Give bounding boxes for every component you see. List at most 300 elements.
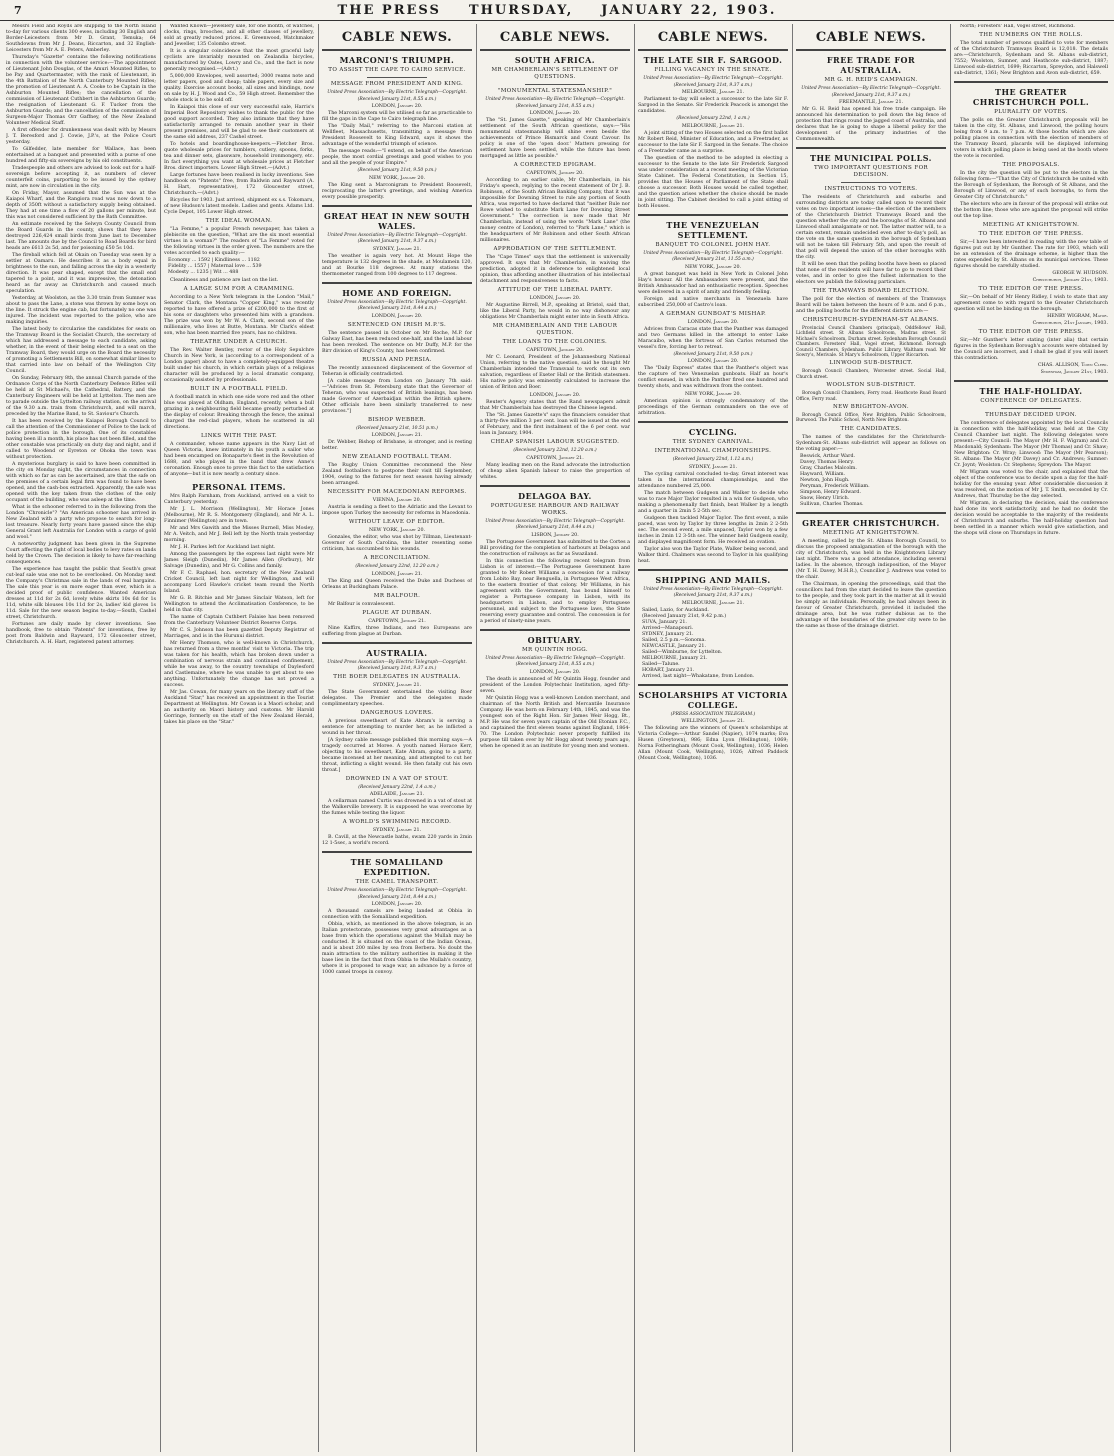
- story-paragraph: Mr G. H. Reid has opened his free trade campaign. He announced his determination to poll down the big fence of protection that rings round the jagged coast of Australia, and declares that he is going to shape a liberal policy for the development of the primary industries of the Commonwealth.: [796, 107, 946, 142]
- story-subtitle: THE PROPOSALS.: [1002, 162, 1060, 168]
- story-title: THE HALF-HOLIDAY.: [979, 386, 1083, 396]
- received-time: (Received January 21st, 9.50 p.m.): [673, 351, 753, 357]
- divider: [638, 421, 788, 423]
- story-subtitle: CONFERENCE OF DELEGATES.: [980, 398, 1082, 404]
- story-paragraph: In this connection the following recent telegram from Lisbon is of interest:—The Portuguese Government have granted to Mr Robert Williams a concession for a railway from Lobito Bay, near Benguella, in Portuguese West Africa, to the eastern frontier of that colony. Mr Williams, in his agreement with the Government, has bound himself to register a Portuguese company in Lisbon, with its headquarters in Lisbon, and to employ Portuguese personnel, and subject to the Portuguese laws, the State reserving every guarantee and control. The concession is for a period of ninety-nine years.: [480, 558, 630, 624]
- column-title: CABLE NEWS.: [815, 30, 927, 45]
- column-cable-news-1: [322, 24, 472, 1452]
- story-subtitle: THE SYDNEY CARNIVAL.: [672, 439, 754, 445]
- wire-credit: United Press Association—By Electric Telegraph—Copyright.: [643, 586, 783, 592]
- story-paragraph: Mr Wigram was voted to the chair, and explained that the object of the conference was to decide upon a day for the half-holiday for the ensuing year. After considerable discussion it was resolved, on the motion of Mr J. T. Smith, seconded by Cr. Andrews, that Thursday be the day selected.: [954, 470, 1108, 499]
- story-subtitle: TWO IMPORTANT QUESTIONS FOR DECISION.: [813, 165, 929, 178]
- letter-signature: CHAS. ALLISON, Town Clerk.: [1037, 363, 1108, 368]
- story-title: THE MUNICIPAL POLLS.: [810, 153, 932, 163]
- story-subtitle: MR BALFOUR.: [373, 592, 421, 599]
- divider: [638, 214, 788, 216]
- advert-paragraph: Bicycles for 1903. Just arrived, shipment ex s.s. Tokomaru, of new Hudson's latest models. Ladies and gents. Adams Ltd. Cycle Depot, 105 Lower High street.: [164, 198, 314, 215]
- story-subtitle: THE CANDIDATES.: [840, 425, 902, 432]
- story-paragraph: A joint sitting of the two Houses selected on the first ballot Mr Robert Reid, Minister of Education, and a Freetrader, as successor to the late Sir F. Sargood in the Senate. The choice of a Freetrader came as a surprise.: [638, 130, 788, 154]
- received-time: (Received January 22nd, 12.20 a.m.): [355, 564, 439, 569]
- divider: [796, 49, 946, 51]
- article-paragraph: According to a New York telegram in the London "Mail," Senator Clark, the Montana "Copper King," was recently reported to have offered a prize of £200,000 to the first of his sons or daughters who presented him with a grandson. The prize was won by Mr W. A. Clark, second son of the millionaire, who lives at Butte, Montana. Mr Clark's eldest son, who has been married five years, has no children.: [164, 295, 314, 336]
- story-paragraph: The King and Queen received the Duke and Duchess of Orleans at Buckingham Palace.: [322, 578, 472, 590]
- divider: [638, 49, 788, 51]
- received-time: (Received January 22nd, 1.12 a.m.): [672, 457, 754, 462]
- story-paragraph: A cellarman named Curtis was drowned in a vat of stout at the Walkerville brewery. It is supposed he was overcome by the fumes while testing the liquor.: [322, 799, 472, 816]
- personal-item: Mr Henry Thomson, who is well-known in Christchurch, has returned from a three months' visit to Victoria. The trip was taken for his health, which has broken down under a combination of nervous strain and continued confinement, while he was away, to the country townships of Daylesford and Castlemaine, where he was unable to get about to see anything. Unfortunately the change has not proved a success.: [164, 641, 314, 688]
- story-paragraph: The Rugby Union Committee recommend the New Zealand footballers to postpone their visit till September, 1904, owing to the fixtures for next season having already been arranged.: [322, 463, 472, 486]
- column-cable-news-4: [796, 24, 946, 1452]
- dateline: MELBOURNE, January 21.: [681, 123, 745, 129]
- story-paragraph: The recently announced displacement of the Governor of Teheran is officially contradicted.: [322, 365, 472, 377]
- letter-heading: TO THE EDITOR OF THE PRESS.: [978, 329, 1084, 335]
- column-title: CABLE NEWS.: [499, 30, 611, 45]
- story-paragraph: Mr Balfour is convalescent.: [328, 601, 395, 607]
- news-paragraph: Messrs Field and Royds are shipping to the North Island to-day for various clients 300 ewes, including 30 English and Border-Leicesters from Mr D. Grant, Temuka; 64 Southdowns from Mr J. Deans, Riccarton, and 32 English-Leicesters from Mr A. E. Peters, Amberley.: [6, 24, 156, 53]
- story-paragraph: Austria is sending a fleet to the Adriatic and the Levant to impose upon Turkey the necessity for reforms in Macedonia.: [322, 505, 472, 516]
- column-cable-news-2: [480, 24, 630, 1452]
- story-paragraph: Reuter's Agency states that the Rand newspapers admit that Mr Chamberlain has destroyed the Chinese legend.: [480, 400, 630, 411]
- personal-item: Mr J. H. Parkes left for Auckland last night.: [170, 545, 276, 550]
- shipping-entry: Sailed—Talune.: [642, 661, 680, 667]
- candidate-name: Beswick, Arthur Ward.: [800, 453, 856, 459]
- story-paragraph: The "St. James Gazette's" says the financiers consider that a thirty-five million 3 per cent. loan will be issued at the end of February, and the first instalment of the 6 per cent. war loan in January, 1904.: [480, 413, 630, 436]
- story-title: DELAGOA BAY.: [518, 490, 592, 501]
- column-advertisements-miscellany: [164, 24, 314, 1452]
- dateline: CAPETOWN, January 20.: [526, 348, 584, 353]
- candidate-name: Newton, John Hugh.: [800, 477, 850, 483]
- story-paragraph: North; Foresters' Hall, Vogel street, Richmond.: [960, 24, 1075, 29]
- votes-row: Fidelity ... 1557 | Maternal love ... 539: [168, 264, 262, 269]
- candidate-list: [796, 454, 946, 508]
- dateline: LONDON, January 20.: [687, 359, 739, 364]
- story-paragraph: The conference of delegates appointed by the local Councils in connection with the half-holiday, was held at the City Council Chamber last night. The following delegates were present:—City Council: The Mayor (Mr H. F. Wigram) and Cr. Macdonald; Sydenham: The Mayor (Mr Thomas) and Cr. Shaw; New Brighton: Cr. Wray; Linwood: The Mayor (Mr Pearson); St. Albans: The Mayor (Mr Davey) and Cr. Andrews; Sumner: Cr. Joynt; Woolston: Cr. Stephens; Spreydon: The Mayor.: [954, 421, 1108, 468]
- divider: [480, 629, 630, 631]
- dateline: LONDON, January 20.: [529, 111, 581, 116]
- dateline: NEW YORK, January 20.: [684, 264, 742, 270]
- story-subtitle: MR G. H. REID'S CAMPAIGN.: [824, 77, 918, 83]
- story-title: AUSTRALIA.: [366, 647, 428, 658]
- story-subtitle: THE LOANS TO THE COLONIES.: [502, 339, 608, 345]
- story-paragraph: Mr C. Leonard, President of the Johannesburg National Union, referring to the native question, said he thought Mr Chamberlain intended the Transvaal to work out its own salvation, regardless of Exeter Hall or the British statesmen. His native policy was eminently calculated to increase the union of Briton and Boer.: [480, 355, 630, 390]
- divider: [367, 77, 427, 78]
- news-paragraph: On Sunday, February 8th, the annual Church parade of the Ordnance Corps of the North Canterbury Defence Rifles will be held at St Michael's, the Cathedral, Battery, and the Canterbury Engineers will be held at Lyttelton. The men are to parade outside the Lyttelton railway station, on the arrival of the 9.30 a.m. train from Christchurch, and will march, preceded by the Marine Band, to St. Saviour's Church.: [6, 376, 156, 417]
- wire-credit: United Press Association—By Electric Telegraph—Copyright.: [485, 97, 625, 102]
- article-heading: LINKS WITH THE PAST.: [200, 433, 278, 439]
- personal-item: Mr F. C. Raphael, hon. secretary of the New Zealand Cricket Council, left last night for Wellington, and will accompany Lord Hawke's cricket team round the North Island.: [164, 571, 314, 594]
- divider: [796, 147, 946, 149]
- story-paragraph: The death is announced of Mr Quintin Hogg, founder and president of the London Polytechnic Institution, aged fifty-seven.: [480, 676, 630, 694]
- divider: [1001, 408, 1061, 409]
- personal-item: Mr J. L. Morrison (Wellington), Mr Horace Jones (Melbourne), Mr R. S. Montgomery (England), and Mr A. L. Finnimer (Wellington) are in town.: [164, 507, 314, 524]
- votes-list: [164, 258, 314, 276]
- dateline: CAPETOWN, January 21.: [368, 618, 426, 624]
- personal-item: Mr G. B. Ritchie and Mr James Sinclair Watson, left for Wellington to attend the Acclimatisation Conference, to be held in that city.: [164, 596, 314, 613]
- news-paragraph: A mysterious burglary is said to have been committed in the city on Monday night, the circumstances in connection with which so far as can be ascertained, are that the safe on the premises of a certain legal firm was found to have been opened, and the cash-box extracted. Apparently, the safe was opened with the key taken from the clothes of the only occupant of the building, who was asleep at the time.: [6, 462, 156, 503]
- story-paragraph: B. Cavill, at the Newcastle baths, swam 220 yards in 2min 12 1-5sec, a world's record.: [322, 835, 472, 846]
- story-paragraph: The electors who are in favour of the proposal will strike out the bottom line; those who are against the proposal will strike out the top line.: [954, 202, 1108, 219]
- story-subtitle: "MONUMENTAL STATESMANSHIP.": [497, 88, 613, 94]
- received-time: (Received January 21st, 8.55 a.m.): [357, 96, 437, 102]
- story-subtitle: THE BOER DELEGATES IN AUSTRALIA.: [333, 673, 461, 680]
- divider: [322, 642, 472, 644]
- masthead: [0, 0, 1114, 21]
- story-title: GREATER CHRISTCHURCH.: [802, 517, 940, 528]
- letter-heading: TO THE EDITOR OF THE PRESS.: [978, 286, 1084, 292]
- news-paragraph: Tradespeople and others are advised to look out for a half-sovereign before accepting it, as numbers of clever counterfeit coins, purporting to be issued by the sydney mint, are now in circulation in the city.: [6, 166, 156, 189]
- news-paragraph: Fortunes are daily made by clever inventions. See handbook, free to obtain "Patents" for inventions, free by post from Baldwin and Rayward, 172 Gloucester street, Christchurch. A. H. Hart, registered patent attorney.: [6, 622, 156, 645]
- story-subtitle: NECESSITY FOR MACEDONIAN REFORMS.: [327, 489, 467, 495]
- story-paragraph: The weather is again very hot. At Mount Hope the temperature is 132 degrees in the shade, at Moulamein 120, and at Bourke 118 degrees. At many stations the thermometer ranged from 100 degrees to 117 degrees.: [322, 253, 472, 277]
- story-paragraph: The "Daily Mail," referring to the Marconi station at Wellfleet, Massachusetts, transmitting a message from President Roosevelt to King Edward, says it shows the advantage of the wonderful triumph of science.: [322, 124, 472, 147]
- news-paragraph: The experience has taught the public that South's great cut-leaf sale was one not to be overlooked. On Monday next the Company's Christmas sale in the lands of real bargains. The sale this year is on more eager than ever, which is a decided proof of public confidence. Wanted American dresses at 11d for 2s 6d, lovely white skirts 10s 6d for 1s 11d, white silk blouses 10s 11d for 2s, ladies' kid gloves 1s 11d. Sale for the new season begins to-day.—South, Cashel street, Christchurch.: [6, 567, 156, 620]
- received-time: (Received January 22nd, 12.20 a.m.): [513, 448, 597, 453]
- received-time: (Received January 21st, 9.37 a.m.): [357, 239, 437, 244]
- story-paragraph: Nine Kaffirs, three Indians, and two Europeans are suffering from plague at Durban.: [322, 625, 472, 637]
- story-paragraph: The polls on the Greater Christchurch proposals will be taken in the city, St. Albans, and Linwood, the polling hours being from 9 a.m. to 7 p.m. At those booths which are also polling places in connection with the election of members of the Tramway Board, placards will be displayed informing voters in which polling place is being used at the booth where the vote is recorded.: [954, 118, 1108, 159]
- received-time: (Received January 21st, 8.55 a.m.): [515, 662, 595, 667]
- story-paragraph: Taylor also won the Taylor Plate, Walker being second, and Walker third. Chalmers was second to Taylor in his qualifying heat.: [638, 546, 788, 564]
- wire-credit: (PRESS ASSOCIATION TELEGRAM.): [670, 711, 756, 717]
- story-paragraph: The message reads:—"I extend, on behalf of the American people, the most cordial greetings and good wishes to you and all the people of your Empire.": [322, 149, 472, 166]
- wire-credit: United Press Association—By Electric Telegraph—Copyright.: [485, 655, 625, 661]
- masthead-day: THURSDAY,: [468, 2, 574, 18]
- shipping-list: [638, 608, 788, 680]
- news-paragraph: An estimate received by the Selwyn County Council from the Board Guards in the county, shows that they have destroyed 226,424 small birds from June last to December last. The amounts due by the Council to Road Boards for bird heads are £613 2s 5d, and for poisoning £50 5s 10d.: [6, 222, 156, 251]
- story-paragraph: The following are the winners of Queen's scholarships at Victoria College:—Arthur Sandel (Napier), 1074 marks; Eva Husen (Greytown), 986; Edna Lyon (Wellington), 1069; Norna Fotheringham (Mount Cook, Wellington), 1036; Helen Allan (Mount Cook, Wellington), 1026; Alfred Paddock (Mount Cook, Wellington), 1036.: [638, 726, 788, 761]
- personal-item: Mrs Ralph Farnham, from Auckland, arrived on a visit to Canterbury yesterday.: [164, 494, 314, 505]
- polling-booths: Borough Council Office, New Brighton. Public Schoolroom, Burwood. The Public School, North New Brighton.: [796, 413, 946, 424]
- news-paragraph: What is the schooner referred to in the following from the London "Chronicle"? "An American schooner has arrived in New Zealand with a party who propose to search for long-lost treasure. Nearly forty years have passed since the ship General Grant left Australia for London with a cargo of gold and wool.": [6, 505, 156, 540]
- story-paragraph: The residents of Christchurch and suburbs and surrounding districts are today called upon to record their votes on two important issues—the election of the members of the Christchurch District Tramways Board and the question whether the city and the boroughs of St. Albans and Linwood shall amalgamate or not. The latter matter will, to a certain extent, remain undecided even after to-day's poll, as the vote on the same question in the borough of Sydenham will not be taken till February 5th, and upon the result of that poll will depend the union of the other boroughs with the city.: [796, 195, 946, 260]
- story-paragraph: Advices from Caracas state that the Panther was damaged and two Germans killed in the attempt to enter Lake Maracaibo, when the fortress of San Carlos returned the vessel's fire, forcing her to retreat.: [638, 326, 788, 350]
- story-subtitle: THE CAMEL TRANSPORT.: [355, 879, 439, 885]
- shipping-entry: Sailed, Lazio, for Auckland.: [642, 607, 709, 613]
- article-heading: A LARGE SUM FOR A CRAMMING.: [183, 286, 295, 292]
- story-subtitle: WOOLSTON SUB-DISTRICT.: [826, 382, 916, 389]
- article-paragraph: A football match in which one side wore red and the other blue was played at Oldham, England, recently, when a bull grazing in a neighbouring field became greatly perturbed at the display of colour. Breaking through the fence, the animal charged the red-clad players, whom he scattered in all directions.: [164, 395, 314, 430]
- dateline: LONDON, January 21.: [371, 433, 423, 438]
- story-subtitle: PLAGUE AT DURBAN.: [362, 609, 432, 616]
- news-paragraph: On Friday, Mayor, assumed that the Sun was at the Kaiapoi Wharf, and the Rangiora road was now down to a depth of 350ft without a satisfactory supply being obtained. They had at one time a flow of 20 gallons per minute, but this was not considered sufficient by the Bath Committee.: [6, 191, 156, 220]
- column-cable-news-3: [638, 24, 788, 1452]
- story-title: SCHOLARSHIPS AT VICTORIA COLLEGE.: [638, 689, 788, 710]
- story-subtitle: THE NUMBERS ON THE ROLLS.: [979, 32, 1083, 38]
- wire-credit: United Press Association—By Electric Telegraph—Copyright.: [327, 232, 467, 238]
- story-paragraph: A thousand camels are being landed at Obbia in connection with the Somaliland expedition.: [322, 909, 472, 920]
- story-paragraph: The State Government entertained the visiting Boer delegates. The Premier and the delegates made complimentary speeches.: [322, 689, 472, 707]
- advert-paragraph: Wanted Known—Jewellery sale, for one month, of watches, clocks, rings, brooches, and all other classes of jewellery, sold at greatly reduced prices. E. Greenwood, Watchmaker and Jeweller, 135 Colombo street.: [164, 24, 314, 47]
- story-subtitle: CHEAP SPANISH LABOUR SUGGESTED.: [490, 439, 620, 445]
- story-paragraph: According to an earlier cable, Mr Chamberlain, in his Friday's speech, replying to the recent statement of Dr J. B. Robinson, of the South African Banking Company, that it was impossible for Downing Street to rule any portion of South Africa, was reported to have declared that "neither Rule nor Rowe wished to substitute Mark Lane for Downing Street Government." The correction is now made that Mr Chamberlain, instead of using the words "Mark Lane" (the money centre of London), referred to "Park Lane," which is the headquarters of Mr Robinson and other South African millionaires.: [480, 178, 630, 243]
- received-time: (Received January 21st, 9.37 a.m.): [831, 92, 911, 98]
- candidate-name: Snow, Henry Ulrich.: [800, 495, 850, 501]
- received-time: (Received January 21st, 9.37 a.m.): [673, 593, 753, 598]
- news-paragraph: The fireball which fell at Okain on Tuesday was seen by a settler at Oamaru. He describes it as a body equal in brightness to the sun, and falling across the sky in a westerly direction. It was pear shaped, except that the small end tapered to a point, and it was impressive, the detonation heard as far away as Christchurch and caused much speculation.: [6, 253, 156, 294]
- page-number: 7: [14, 3, 22, 17]
- story-subtitle: PLURALITY OF VOTES.: [994, 109, 1068, 115]
- story-paragraph: In the city the question will be put to the electors in the following form:—"That the City of Christchurch be united with the Borough of Sydenham, the Borough of St Albans, and the Borough of Linwood, or any of such boroughs, to form the Greater City of Christchurch.": [954, 171, 1108, 200]
- polling-booths: Borough Council Chambers, Ferry road. Heathcote Road Board Office, Ferry road.: [796, 391, 946, 402]
- story-subtitle: A GERMAN GUNBOAT'S MISHAP.: [659, 310, 767, 317]
- letter-paragraph: Sir,—On behalf of Mr Henry Ridley, I wish to state that any agreement come to with regard to the Greater Christchurch question will not be binding on the borough.: [954, 295, 1108, 312]
- story-subtitle: TO ASSIST THE CAPE TO CAIRO SERVICE.: [328, 67, 466, 73]
- column-municipal: [954, 24, 1108, 1452]
- masthead-title: THE PRESS: [337, 2, 441, 18]
- candidate-name: Davey, Thomas Henry.: [800, 459, 854, 465]
- divider: [525, 84, 585, 85]
- story-subtitle: RUSSIA AND PERSIA.: [362, 356, 432, 363]
- divider: [638, 684, 788, 686]
- story-subtitle: WITHOUT LEAVE OF EDITOR.: [348, 519, 446, 525]
- dateline: CAPETOWN, January 20.: [526, 171, 584, 176]
- received-time: (Received January 21st, 9.37 a.m.): [357, 666, 437, 671]
- dateline: SYDNEY, January 21.: [372, 828, 422, 833]
- story-title: THE LATE SIR F. SARGOOD.: [643, 55, 783, 65]
- divider: [954, 81, 1108, 83]
- shipping-entry: Sailed, 2.5 p.m.—Sonoma.: [642, 637, 706, 643]
- divider: [322, 205, 472, 207]
- article-heading: THEATRE UNDER A CHURCH.: [190, 339, 288, 345]
- news-paragraph: It has been received by the Kaiapoi Borough Council to call the attention of the Commissioner of Police to the lack of police protection in the borough. One of its constables having been ill a month, his place has not been filled, and the other constable was practically on duty day and night, and if called to Woodend or Eyreton or Ohoka the town was without protection.: [6, 419, 156, 460]
- received-time: (Received January 21st, 8.55 a.m.): [515, 103, 595, 109]
- masthead-date: JANUARY 22, 1903.: [601, 2, 777, 18]
- story-title: THE VENEZUELAN SETTLEMENT.: [666, 219, 760, 240]
- personal-item: The name of Captain Cuthbert Falaise has been removed from the Canterbury Volunteer District Reserve Corps.: [164, 615, 314, 626]
- polling-booths: Borough Council Chambers, Worcester street. Social Hall, Church street.: [796, 369, 946, 380]
- shipping-entry: Arrived, last night—Whakatane, from London.: [642, 673, 755, 679]
- story-title: THE SOMALILAND EXPEDITION.: [350, 857, 444, 877]
- story-title: OBITUARY.: [527, 634, 583, 645]
- story-title: GREAT HEAT IN NEW SOUTH WALES.: [323, 210, 470, 231]
- column-rule: [792, 24, 793, 1452]
- story-subtitle: MR QUINTIN HOGG.: [521, 646, 589, 653]
- letter-paragraph: Sir,—Mr Gunther's letter stating (inter alia) that certain figures in the Sydenham Borough's accounts were obtained by the Council are incorrect, and I shall be glad if you will insert this contradiction.: [954, 338, 1108, 361]
- dateline: VIENNA, January 20.: [372, 498, 422, 503]
- story-paragraph: The "Cape Times" says that the settlement is universally approved. It says that Mr Chamberlain, in waiving the prediction, adopted it in deference to enlightened local opinion, thus affording another illustration of his intellectual detachment and responsiveness to facts.: [480, 255, 630, 284]
- story-title: SOUTH AFRICA.: [514, 55, 596, 65]
- wire-credit: United Press Association—By Electric Telegraph—Copyright.: [801, 86, 941, 91]
- personal-item: Mr Jas. Cowan, for many years on the literary staff of the Auckland "Star," has received an appointment in the Tourist Department at Wellington. Mr Cowan is a Maori scholar, and an authority on Maori history and customs. Mr Harold Gorringe, formerly on the staff of the New Zealand Herald, takes his place on the "Star.": [164, 690, 314, 725]
- story-subtitle: APPROBATION OF THE SETTLEMENT.: [493, 246, 617, 252]
- dateline: SYDNEY, January 21.: [688, 464, 738, 470]
- story-title: SHIPPING AND MAILS.: [655, 574, 771, 585]
- story-paragraph: A meeting, called by the St. Albans Borough Council, to discuss the proposed amalgamation of the borough with the city of Christchurch, was held in the Knightstown Library last night. There was a good attendance, including several ladies. In the absence, through indisposition, of the Mayor (Mr T. H. Davey, M.H.R.), Councillor J. Andrews was voted to the chair.: [796, 538, 946, 580]
- story-subtitle: FILLING VACANCY IN THE SENATE.: [654, 67, 772, 73]
- advert-paragraph: In Kaiapoi this close of our very successful sale, Harris's Imperial Boot Repository wishes to thank the public for the good support accorded. They also intimate that they have satisfactorily arranged to remain another year in their present premises, and will be glad to see their customers at the same old address, 237 Cashel street.: [164, 105, 314, 140]
- article-heading: BUILT IN A FOOTBALL FIELD.: [190, 386, 288, 392]
- story-paragraph: The "Daily Express" states that the Panther's object was the capture of two Venezuelan gunboats. Half an hour's conflict ensued, in which the Panther fired one hundred and twenty shots, and was withdrawn from the contest.: [638, 366, 788, 389]
- shipping-entry: SUVA, January 21.: [642, 619, 687, 625]
- dateline: NEW YORK, January 20.: [684, 392, 742, 397]
- dateline: SYDNEY, January 21.: [372, 682, 422, 688]
- section-heading: PERSONAL ITEMS.: [192, 482, 286, 492]
- advert-paragraph: Large fortunes have been realised in lucky inventions. See handbook on "Patents" free, from Baldwin and Rayward (A. H. Hart, representative), 172 Gloucester street, Christchurch.—(Advt.): [164, 173, 314, 196]
- shipping-entry: NEWCASTLE, January 21.: [642, 643, 706, 649]
- shipping-entry: Arrived—Manapouri.: [642, 625, 694, 631]
- received-time: (Received January 22nd, 1.4 a.m.): [358, 784, 436, 790]
- story-paragraph: Mr Quintin Hogg was a well-known London merchant, and chairman of the North British and Mercantile Insurance Company. He was born on February 14th, 1845, and was the youngest son of the Right Hon. Sir James Weir Hogg, Bt., M.P. He was for seven years captain of the Old Etonian F.C., and captained the first eleven teams against England, 1864-70. The London Polytechnic never properly fulfilled its purpose till taken over by Mr Hogg about twenty years ago, when he opened it as an institute for young men and women.: [480, 695, 630, 749]
- shipping-entry: MELBOURNE, January 21.: [642, 655, 708, 661]
- story-subtitle: A RECONCILIATION.: [363, 555, 431, 561]
- article-paragraph: Cleanliness and patience are last on the list.: [170, 278, 279, 283]
- dateline: CAPETOWN, January 21.: [526, 455, 584, 461]
- wire-credit: United Press Association—By Electric Telegraph—Copyright.: [327, 888, 467, 893]
- story-paragraph: The poll for the election of members of the Tramways Board will be taken between the hours of 9 a.m. and 6 p.m., and the polling booths for the different districts are:—: [796, 297, 946, 314]
- story-subtitle: DROWNED IN A VAT OF STOUT.: [345, 775, 449, 782]
- letter-signature: HENRY WIGRAM, Mayor.: [1047, 314, 1108, 319]
- candidate-name: Sullivan, Charles Thomas.: [800, 501, 864, 507]
- story-subtitle: CHRISTCHURCH-SYDENHAM-ST ALBANS.: [802, 317, 940, 323]
- dateline: MELBOURNE, January 21.: [681, 600, 745, 606]
- story-subtitle: MEETING AT KNIGHTSTOWN.: [982, 222, 1080, 228]
- news-paragraph: The latest body to circularise the candidates for seats on the Tramway Board is the Socialist Church, the secretary of which has addressed a message to each candidate, asking whether, in the event of their being elected to a seat on the Tramway Board, they would urge on the Board the necessity of promoting a Settlements Bill, on somewhat similar lines to that carried into law on behalf of the Wellington City Council.: [6, 327, 156, 374]
- news-paragraph: A noteworthy judgment has been given in the Supreme Court affecting the right of local bodies to levy rates on lands held by the Crown. The decision is likely to have far-reaching consequences.: [6, 542, 156, 565]
- dateline: NEW YORK, January 20.: [368, 528, 426, 533]
- divider: [841, 182, 901, 183]
- column-rule: [160, 24, 161, 1452]
- letter-location: Christchurch, January 21st, 1903.: [1032, 278, 1108, 283]
- story-subtitle: NEW BRIGHTON-AVON.: [832, 404, 910, 411]
- dateline: WELLINGTON, January 21.: [681, 719, 745, 724]
- column-title: CABLE NEWS.: [657, 30, 769, 45]
- advert-paragraph: It is a singular coincidence that the most graceful lady cyclists are invariably mounted on Zealandia bicycles, manufactured by Oates, Lowry and Co., and the fact is now generally recognised.—(Advt.): [164, 49, 314, 72]
- column-rule: [634, 24, 635, 1452]
- received-time: (Received January 21st, 8.44 a.m.): [515, 525, 595, 530]
- article-paragraph: The Rev. Walter Bentley, rector of the Holy Sepulchre Church in New York, is (according to a correspondent of a London paper) about to have a completely-equipped theatre built under his church, in which certain plays of a religious character will be produced by a local dramatic company, occasionally assisted by professionals.: [164, 348, 314, 383]
- news-paragraph: Yesterday, at Woolston, as the 3.30 train from Sumner was about to pass the Lane, a stone was thrown by some boys on the line. It struck the engine cab, but fortunately no one was injured. The incident was reported to the police, who are making inquiries.: [6, 296, 156, 325]
- story-paragraph: Mr Augustine Birrell, M.P., speaking at Bristol, said that, like the Liberal Party, he would in no way dishonour any obligations Mr Chamberlain might enter into in South Africa.: [480, 303, 630, 320]
- dateline: ADELAIDE, January 21.: [369, 792, 425, 797]
- letter-location: Sydenham, January 21st, 1903.: [1040, 370, 1108, 375]
- story-title: MARCONI'S TRIUMPH.: [339, 55, 455, 65]
- story-paragraph: The King sent a Marconigram to President Roosevelt, reciprocating the latter's greetings, and wishing America every possible prosperity.: [322, 182, 472, 200]
- letter-location: Christchurch, 21st January, 1903.: [1032, 321, 1108, 326]
- story-subtitle: MESSAGE FROM PRESIDENT AND KING.: [330, 81, 464, 87]
- story-subtitle: A CORRECTED EPIGRAM.: [513, 162, 597, 168]
- story-subtitle: MR CHAMBERLAIN AND THE LABOUR QUESTION.: [492, 323, 618, 336]
- divider: [954, 380, 1108, 382]
- story-title: FREE TRADE FOR AUSTRALIA.: [826, 55, 916, 75]
- article-heading: THE IDEAL WOMAN.: [205, 218, 273, 224]
- divider: [322, 851, 472, 853]
- advert-paragraph: 5,000,000 Envelopes, well assorted; 3000 reams note and letter papers, good and cheap; table papers, every size and quality. Exercise account books, all sizes and bindings, now on sale by H. J. Wood and Co., 59 High street. Remember the whole stock is to be sold off.: [164, 74, 314, 103]
- story-paragraph: Gonzales, the editor, who was shot by Tillman, Lieutenant-Governor of South Carolina, the latter resenting some criticism, has succumbed to his wounds.: [322, 535, 472, 552]
- shipping-entry: Sailed—Wimburne, for Lyttelton.: [642, 649, 723, 655]
- story-subtitle: MR CHAMBERLAIN'S SETTLEMENT OF QUESTIONS.: [491, 67, 619, 80]
- story-subtitle: LINWOOD SUB-DISTRICT.: [829, 360, 913, 367]
- divider: [638, 569, 788, 571]
- divider: [480, 485, 630, 487]
- story-paragraph: Mr Wigram, in declaring the decision, said the conference had done its work satisfactorily, and he had no doubt the decision would be acceptable to the majority of the residents of Christchurch and suburbs. The half-holiday question had been settled in a manner which would give satisfaction, and the shops will close on Thursdays in future.: [954, 501, 1108, 536]
- dateline: LONDON, January 20.: [371, 902, 423, 907]
- dateline: LONDON, January 20.: [371, 104, 423, 109]
- votes-row: Economy ... 1592 | Kindliness ... 1182: [168, 258, 260, 263]
- story-title: THE GREATER CHRISTCHURCH POLL.: [972, 87, 1090, 107]
- story-subtitle: BANQUET TO COLONEL JOHN HAY.: [655, 241, 771, 248]
- wire-credit: United Press Association—By Electric Telegraph—Copyright.: [327, 659, 467, 665]
- column-title: CABLE NEWS.: [341, 30, 453, 45]
- divider: [796, 512, 946, 514]
- story-paragraph: The sentence passed in October on Mr Roche, M.P. for Galway East, has been reduced one-half, and the land labour has been revoked. The sentence on Mr Duffy, M.P. for the Birr division of King's County, has been confirmed.: [322, 330, 472, 354]
- story-paragraph: The Chairman, in opening the proceedings, said that the councillors had from the start decided to leave the question to the people, and they took part in the matter at all it would be simply as individuals. Personally, he had always been in favour of Greater Christchurch, provided it included the drainage area, but he was rather dubious as to the advantage of the boundaries of the greater city were to be the same as those of the drainage district.: [796, 581, 946, 629]
- story-paragraph: Parliament to-day will select a successor to the late Sir F. Sargood in the Senate. Sir Frederick Peacock is amongst the candidates.: [638, 97, 788, 114]
- news-paragraph: To Gilfedder, late member for Wallace, has been entertained at a banquet and presented with a purse of one hundred and fifty-six sovereigns by his old constituents.: [6, 147, 156, 164]
- personal-item: Among the passengers by the express last night were Mr James Sleigh (Dunedin), Mr James Allen (Forbury), Mr Salvage (Dunedin), and Mr G. Collins and family.: [164, 552, 314, 569]
- received-time: (Received January 21st, 9.37 a.m.): [673, 82, 753, 88]
- story-subtitle: DANGEROUS LOVERS.: [360, 709, 434, 716]
- wire-credit: United Press Association—By Electric Telegraph—Copyright.: [643, 250, 783, 256]
- news-paragraph: Thursday's "Gazette" contains the following notifications in connection with the volunteer service:—The appointment of Lieutenant John Douglas, of the Amuri Mounted Rifles, to be Pay and Quartermaster, with the rank of Lieutenant, in the 4th Battalion of the North Canterbury Mounted Rifles; the promotion of Lieutenant A. A. Cooke to be Captain in the Ashburton Mounted Rifles; the cancellation of the commission of Lieutenant Cuthbert in the Ashburton Guards; the resignation of Lieutenant G. F. Tucker from the Ashburton Guards; and the cancellation of the commission of Surgeon-Major Thomas Orr Gaffney, of the New Zealand Volunteer Medical Staff.: [6, 55, 156, 126]
- candidate-name: Hayward, William.: [800, 471, 846, 477]
- story-title: CYCLING.: [688, 427, 738, 437]
- story-paragraph: It will be seen that the polling booths have been so placed that none of the residents will have far to go to record their votes, and in order to give the fullest information to the electors we publish the following particulars.: [796, 262, 946, 285]
- story-subtitle: NEW ZEALAND FOOTBALL TEAM.: [342, 454, 452, 460]
- column-local-news: [6, 24, 156, 1452]
- polling-booths: Provincial Council Chambers (principal), Oddfellows' Hall, Lichfield street. St Albans Schoolroom, Madras street. St Michael's Schoolroom, Durham street. Sydenham Borough Council Chambers. Foresters' Hall, Vogel street, Richmond. Borough Council Chambers, Sydenham. Public Library, Waltham road. Mr Sowry's, Merivale. St Mary's Schoolroom, Upper Riccarton.: [796, 326, 946, 359]
- received-time: (Received January 21st, 8.44 a.m.): [357, 894, 437, 900]
- story-subtitle: ATTITUDE OF THE LIBERAL PARTY.: [497, 287, 613, 293]
- dateline: LISBON, January 20.: [531, 532, 579, 538]
- story-paragraph: The Portuguese Government has submitted to the Cortes a Bill providing for the completion of harbours at Delagoa and the construction of railways as far as Swaziland.: [480, 539, 630, 557]
- advert-paragraph: To hotels and boardinghouse-keepers.—Fletcher Bros. quote wholesale prices for tumblers, cutlery, spoons, forks, tea and dinner sets, glassware, household ironmongery, etc. In fact everything you want at wholesale prices at Fletcher Bros. direct importers. Lower High Street.—(Advt.): [164, 142, 314, 171]
- story-paragraph: The total number of persons qualified to vote for members of the Christchurch Tramways Board is 12,018. The details are:—Christchurch, Sydenham and St. Albans sub-district, 7552; Woolston, Sumner, and Heathcote sub-district, 1887; Linwood sub-district, 1699; Riccarton, Spreydon, and Halswell sub-district, 1361; New Brighton and Avon sub-district, 659.: [954, 41, 1108, 76]
- story-subtitle: INSTRUCTIONS TO VOTERS.: [824, 186, 918, 192]
- story-subtitle: THE TRAMWAYS BOARD ELECTION.: [812, 288, 930, 294]
- candidate-name: Simpson, Henry Edward.: [800, 489, 861, 495]
- wire-credit: United Press Association—By Electric Telegraph—Copyright.: [485, 518, 625, 524]
- received-time: (Received January 22nd, 1 a.m.): [676, 116, 750, 121]
- shipping-entry: SYDNEY, January 21.: [642, 631, 694, 637]
- letter-paragraph: Sir,—I have been interested in reading with the new table of figures put out by Mr Gunther. The rate for 1903, which will be an extension of the drainage scheme, is higher than the rates expended by St. Albans on its municipal services. These figures should be carefully studied.: [954, 240, 1108, 269]
- dateline: LONDON, January 21.: [371, 571, 423, 577]
- story-subtitle: A WORLD'S SWIMMING RECORD.: [342, 819, 452, 825]
- story-paragraph: American opinion is strongly condemnatory of the proceedings of the German commanders on the eve of arbitration.: [638, 399, 788, 416]
- votes-row: Modesty ... 1235 | Wit ... 488: [168, 270, 239, 275]
- story-paragraph: Gudgeon then tackled Major Taylor. The first event, a mile paced, was won by Taylor by three lengths in 2min 2 2-5th sec. The second event, a mile unpaced, Taylor won by a few inches in 2min 12 3-5th sec. The winner held Gudgeon easily, and displayed magnificent form. He received an ovation.: [638, 515, 788, 545]
- article-paragraph: "La Femme," a popular French newspaper, has taken a plebiscite on the question, "What are the six most essential virtues in a woman?" The readers of "La Femme" voted for the following virtues in the order given. The numbers are the votes accorded to each quality:—: [164, 227, 314, 256]
- story-subtitle: THURSDAY DECIDED UPON.: [985, 412, 1077, 418]
- story-paragraph: The Marconi system will be utilised so far as practicable to fill the gaps in the Cape to Cairo telegraph line.: [322, 111, 472, 122]
- personal-item: Mr and Mrs Gawith and the Misses Burnell, Miss Mosley, Mr A. Veitch, and Mr J. Bell left by the North train yesterday morning.: [164, 526, 314, 543]
- received-time: (Received January 21st, 9.50 p.m.): [357, 168, 437, 173]
- personal-item: Mr C. S. Johnson has been gazetted Deputy Registrar of Marriages, and is in the Hurunui district.: [164, 628, 314, 639]
- story-paragraph: A great banquet was held in New York in Colonel John Hay's honour. All the Ambassadors were present, and the British Ambassador had an enthusiastic reception. Speeches were delivered in a spirit of amity and friendly feeling.: [638, 271, 788, 295]
- story-paragraph: A previous sweetheart of Kate Abram's is serving a sentence for attempting to murder her, as he inflicted a wound in her throat.: [322, 718, 472, 736]
- candidate-name: Peryman, Frederick William.: [800, 483, 870, 489]
- shipping-entry: (Received January 21st, 9.42 p.m.): [642, 613, 727, 619]
- column-rule: [318, 24, 319, 1452]
- story-paragraph: Foreign and native merchants in Venezuela have subscribed 250,000 of Castro's loan.: [638, 296, 788, 308]
- story-paragraph: The names of the candidates for the Christchurch-Sydenham-St. Albans sub-district will appear as follows on the voting paper:—: [796, 434, 946, 452]
- candidate-name: Gray, Charles Malcolm.: [800, 465, 857, 471]
- story-paragraph: The match between Gudgeon and Walker to decide who was to race Major Taylor resulted in a win for Gudgeon, who making a phenomenally fast finish, beat Walker by a length and a quarter in 2min 5 2-5th sec.: [638, 490, 788, 514]
- dateline: MELBOURNE, January 21.: [681, 90, 745, 95]
- wire-credit: United Press Association—By Electric Telegraph—Copyright.: [643, 76, 783, 81]
- dateline: LONDON, January 20.: [371, 313, 423, 319]
- story-paragraph: [A Sydney cable message published this morning says:—A tragedy occurred at Moree. A youth named Horace Kerr, objecting to his sweetheart, Kate Abram, going to a party, became incensed at her meaning, and attempted to cut her throat, inflicting a slight wound. He then fatally cut his own throat.]: [322, 737, 472, 773]
- divider: [322, 49, 472, 51]
- story-paragraph: Obbia, which, as mentioned in the above telegram, is an Italian protectorate, possesses very great advantages as a base from which the operations against the Mullah may be conducted. It is situated on the coast of the Indian Ocean, and is about 200 miles by sea from Berbera. No doubt the main attraction to the military authorities in making it the base lies in the fact that from Obbia to the Mullah's country, where it is proposed to wage war, an advance by a force of 1000 camel troops in convoy.: [322, 922, 472, 975]
- story-subtitle: MEETING AT KNIGHTSTOWN.: [822, 529, 920, 536]
- dateline: LONDON, January 20.: [529, 669, 581, 675]
- received-time: (Received January 21st, 11.55 a.m.): [672, 257, 754, 262]
- story-paragraph: [A cable message from London on January 7th said:—"Advices from St. Petersburg state that the Governor of Teheran, who was suspected of British leanings, has been made Governor of Azerbaidjan within the British sphere. Other officials have been similarly transferred to new provinces."]: [322, 378, 472, 414]
- news-paragraph: A first offender for drunkenness was dealt with by Messrs J. T. Beresford and J. Cowie, J.P.'s, at the Police Court yesterday.: [6, 128, 156, 145]
- story-subtitle: BISHOP WEBBER.: [368, 416, 426, 423]
- column-rule: [476, 24, 477, 1452]
- wire-credit: United Press Association—By Electric Telegraph—Copyright.: [327, 90, 467, 95]
